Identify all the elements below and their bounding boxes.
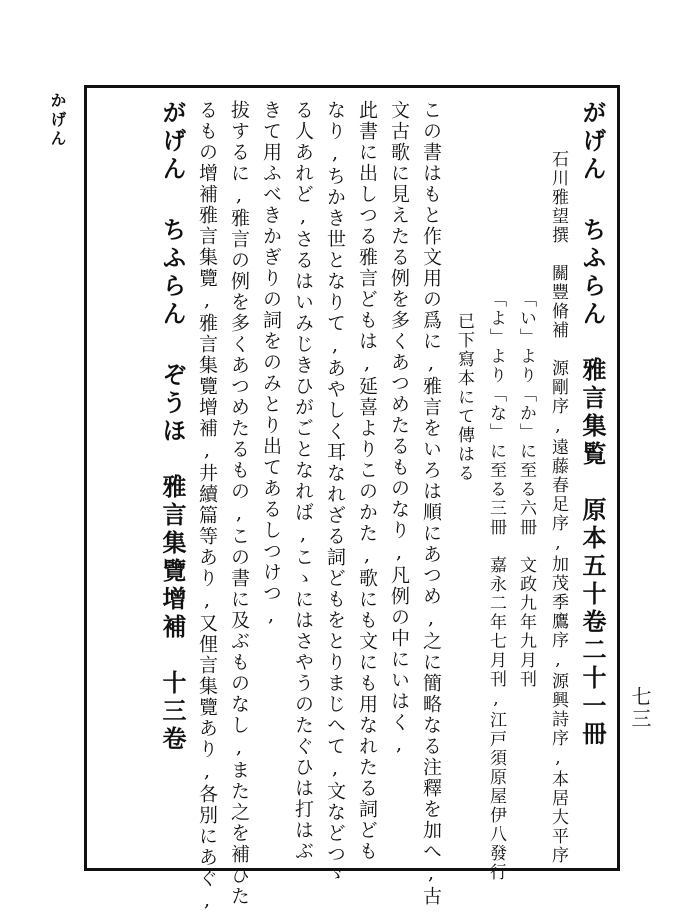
entry-heading-2: がげん ちふらん ぞうほ 雅言集覽增補 十三卷 bbox=[158, 100, 187, 754]
volume-line-2: 「よ」より「な」に至る三冊 嘉永二年七月刊,江戸須原屋伊八發行 bbox=[486, 290, 506, 882]
body-line-4: なり,ちかき世となりて,あやしく耳なれざる詞どもをとりまじへて,文などつゞ bbox=[324, 100, 346, 886]
body-line-3: 此書に出しつる雅言どもは,延喜よりこのかた,歌にも文にも用なれたる詞ども bbox=[356, 100, 378, 862]
volume-line-1: 「い」より「か」に至る六冊 文政九年九月刊 bbox=[516, 290, 536, 689]
body-line-1: この書はもと作文用の爲に,雅言をいろは順にあつめ,之に簡略なる注釋を加へ,古 bbox=[420, 100, 442, 907]
body-line-6: きて用ふべきかぎりの詞をのみとり出てあるしつけつ, bbox=[260, 100, 282, 628]
body-line-2: 文古歌に見えたる例を多くあつめたるものなり,凡例の中にいはく, bbox=[388, 100, 410, 757]
page-number: 七三 bbox=[628, 686, 652, 730]
author-line: 石川雅望撰 關豐脩補 源剛序,遠藤春足序,加茂季鷹序,源興詩序,本居大平序 bbox=[548, 150, 568, 865]
manuscript-note: 已下寫本にて傳はる bbox=[454, 312, 474, 483]
margin-index-label: かげん bbox=[48, 92, 67, 149]
body-line-8: るもの增補雅言集覽,雅言集覽增補,井續篇等あり,又俚言集覽あり,各別にあぐ, bbox=[196, 100, 218, 913]
body-line-7: 拔するに,雅言の例を多くあつめたるもの,この書に及ぶものなし,また之を補ひた bbox=[228, 100, 250, 907]
entry-heading: がげん ちふらん 雅言集覧 原本五十卷二十一冊 bbox=[578, 100, 607, 749]
body-line-5: る人あれど,さるはいみじきひがごとなれば,こゝにはさやうのたぐひは打はぶ bbox=[292, 100, 314, 862]
